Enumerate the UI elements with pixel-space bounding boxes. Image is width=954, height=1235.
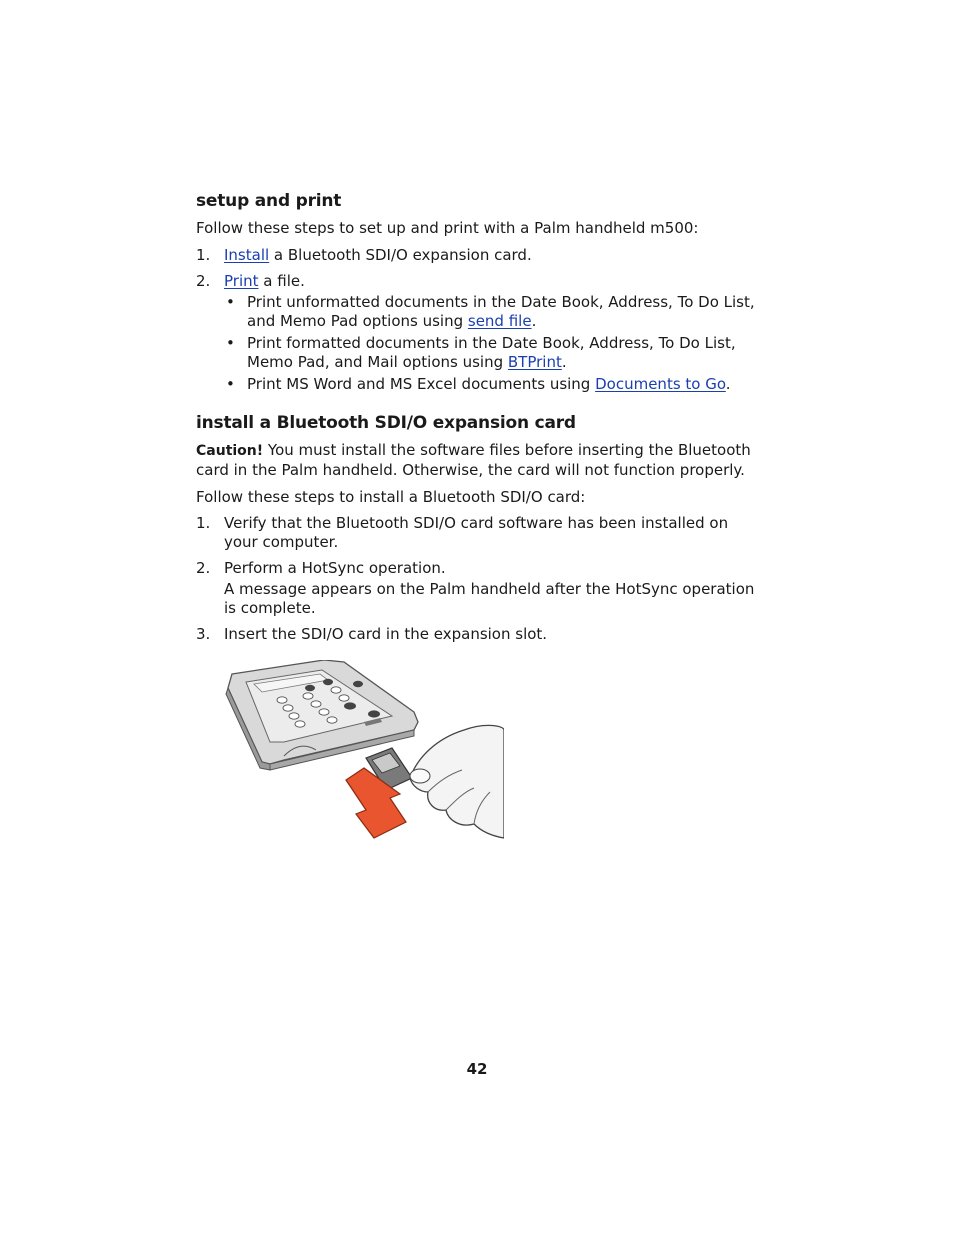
- install-step-3: [196, 625, 766, 644]
- bullet-end: .: [725, 375, 731, 393]
- bullet-end: .: [561, 353, 567, 371]
- document-body: [196, 188, 766, 644]
- install-step-1: [196, 514, 766, 552]
- btprint-link[interactable]: BTPrint: [507, 353, 562, 371]
- step-number: 3.: [196, 625, 211, 643]
- caution-paragraph: [196, 441, 766, 480]
- step-number: 2.: [196, 272, 211, 290]
- step-text: Verify that the Bluetooth SDI/O card software has been installed on your computer.: [224, 514, 729, 551]
- step-text: a Bluetooth SDI/O expansion card.: [269, 246, 532, 264]
- list-item: [224, 334, 766, 372]
- step-text: a file.: [258, 272, 305, 290]
- setup-intro: Follow these steps to set up and print with a Palm handheld m500:: [196, 219, 699, 237]
- list-item: [224, 375, 766, 394]
- setup-step-1: [196, 246, 766, 265]
- install-intro: Follow these steps to install a Bluetooth SDI/O card:: [196, 488, 586, 506]
- step-number: 1.: [196, 514, 211, 532]
- section-heading-setup-and-print: setup and print: [196, 191, 342, 211]
- step-number: 1.: [196, 246, 211, 264]
- list-item: [224, 293, 766, 331]
- print-link[interactable]: Print: [224, 272, 259, 290]
- section-heading-install-card: install a Bluetooth SDI/O expansion card: [196, 413, 576, 433]
- bullet-icon: •: [226, 334, 235, 352]
- bullet-icon: •: [226, 293, 235, 311]
- print-options-list: [224, 293, 766, 394]
- install-step-2: [196, 559, 766, 618]
- step-text: Perform a HotSync operation.: [224, 559, 446, 577]
- bullet-text: Print formatted documents in the Date Book, Address, To Do List, Memo Pad, and Mail options using: [247, 334, 736, 371]
- step-number: 2.: [196, 559, 211, 577]
- palm-handheld-image: [224, 660, 504, 845]
- card-insertion-illustration: [224, 660, 504, 845]
- caution-text: You must install the software files before inserting the Bluetooth card in the Palm handheld. Otherwise, the card will not function properly.: [196, 441, 751, 479]
- documents-to-go-link[interactable]: Documents to Go: [595, 375, 726, 393]
- caution-label: Caution!: [196, 443, 264, 459]
- page-number: 42: [466, 1060, 488, 1078]
- bullet-text: Print MS Word and MS Excel documents using: [247, 375, 596, 393]
- send-file-link[interactable]: send file: [467, 312, 532, 330]
- step-text: Insert the SDI/O card in the expansion slot.: [224, 625, 548, 643]
- step-note: A message appears on the Palm handheld after the HotSync operation is complete.: [224, 580, 755, 617]
- bullet-icon: •: [226, 375, 235, 393]
- install-link[interactable]: Install: [224, 246, 270, 264]
- setup-step-2: [196, 272, 766, 291]
- bullet-text: Print unformatted documents in the Date Book, Address, To Do List, and Memo Pad options using: [247, 293, 755, 330]
- bullet-end: .: [531, 312, 537, 330]
